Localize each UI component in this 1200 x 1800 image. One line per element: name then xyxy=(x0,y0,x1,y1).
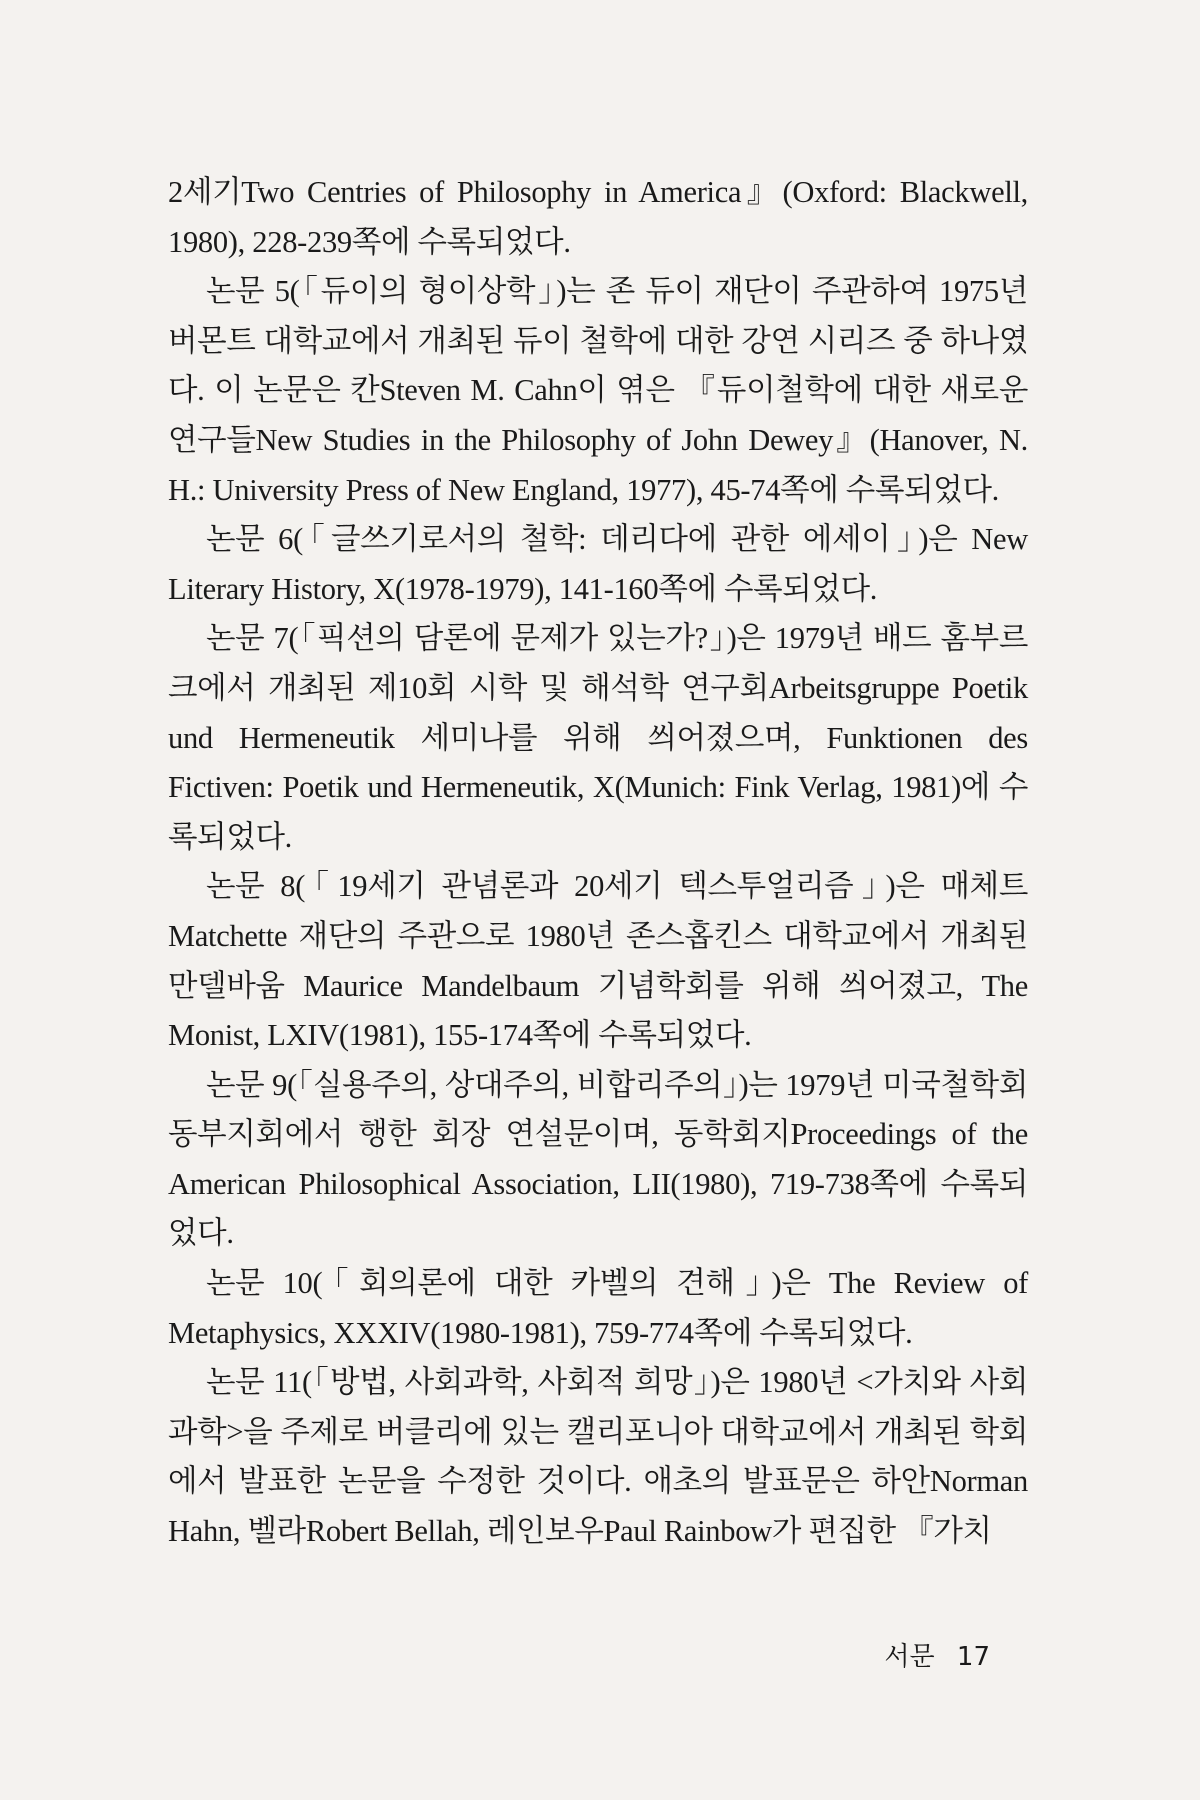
paragraph-8: 논문 11(「방법, 사회과학, 사회적 희망」)은 1980년 <가치와 사회과학>을 주제로 버클리에 있는 캘리포니아 대학교에서 개최된 학회에서 발표한 논문을 수정한 것이다. 애초의 발표문은 하안Norman Hahn, 벨라Robert Bellah, 레인보우Paul Rainbow가 편집한 『가치 xyxy=(168,1365,1028,1549)
paragraph-2: 논문 5(「듀이의 형이상학」)는 존 듀이 재단이 주관하여 1975년 버몬트 대학교에서 개최된 듀이 철학에 대한 강연 시리즈 중 하나였다. 이 논문은 칸Steven M. Cahn이 엮은 『듀이철학에 대한 새로운 연구들New Studies in the Philosophy of John Dewey』(Hanover, N. H.: University Press of New England, 1977), 45-74쪽에 수록되었다. xyxy=(168,274,1028,507)
paragraph-5: 논문 8(「19세기 관념론과 20세기 텍스투얼리즘」)은 매체트Matchette 재단의 주관으로 1980년 존스홉킨스 대학교에서 개최된 만델바움 Maurice Mandelbaum 기념학회를 위해 씌어졌고, The Monist, LXIV(1981), 155-174쪽에 수록되었다. xyxy=(168,869,1028,1053)
paragraph-7: 논문 10(「회의론에 대한 카벨의 견해」)은 The Review of Metaphysics, XXXIV(1980-1981), 759-774쪽에 수록되었다. xyxy=(168,1266,1028,1350)
page-number: 17 xyxy=(956,1642,990,1672)
running-head: 서문 xyxy=(884,1642,935,1672)
paragraph-4: 논문 7(「픽션의 담론에 문제가 있는가?」)은 1979년 배드 홈부르크에서 개최된 제10회 시학 및 해석학 연구회Arbeitsgruppe Poetik und Hermeneutik 세미나를 위해 씌어졌으며, Funktionen des Fictiven: Poetik und Hermeneutik, X(Munich: Fink Verlag, 1981)에 수록되었다. xyxy=(168,621,1028,854)
body-text xyxy=(168,168,1028,1557)
page-footer xyxy=(870,1636,990,1673)
paragraph-6: 논문 9(「실용주의, 상대주의, 비합리주의」)는 1979년 미국철학회 동부지회에서 행한 회장 연설문이며, 동학회지Proceedings of the American Philosophical Association, LII(1980), 719-738쪽에 수록되었다. xyxy=(168,1067,1028,1251)
paragraph-1: 2세기Two Centries of Philosophy in America』(Oxford: Blackwell, 1980), 228-239쪽에 수록되었다. xyxy=(168,175,1028,259)
paragraph-3: 논문 6(「글쓰기로서의 철학: 데리다에 관한 에세이」)은 New Literary History, X(1978-1979), 141-160쪽에 수록되었다. xyxy=(168,522,1028,606)
